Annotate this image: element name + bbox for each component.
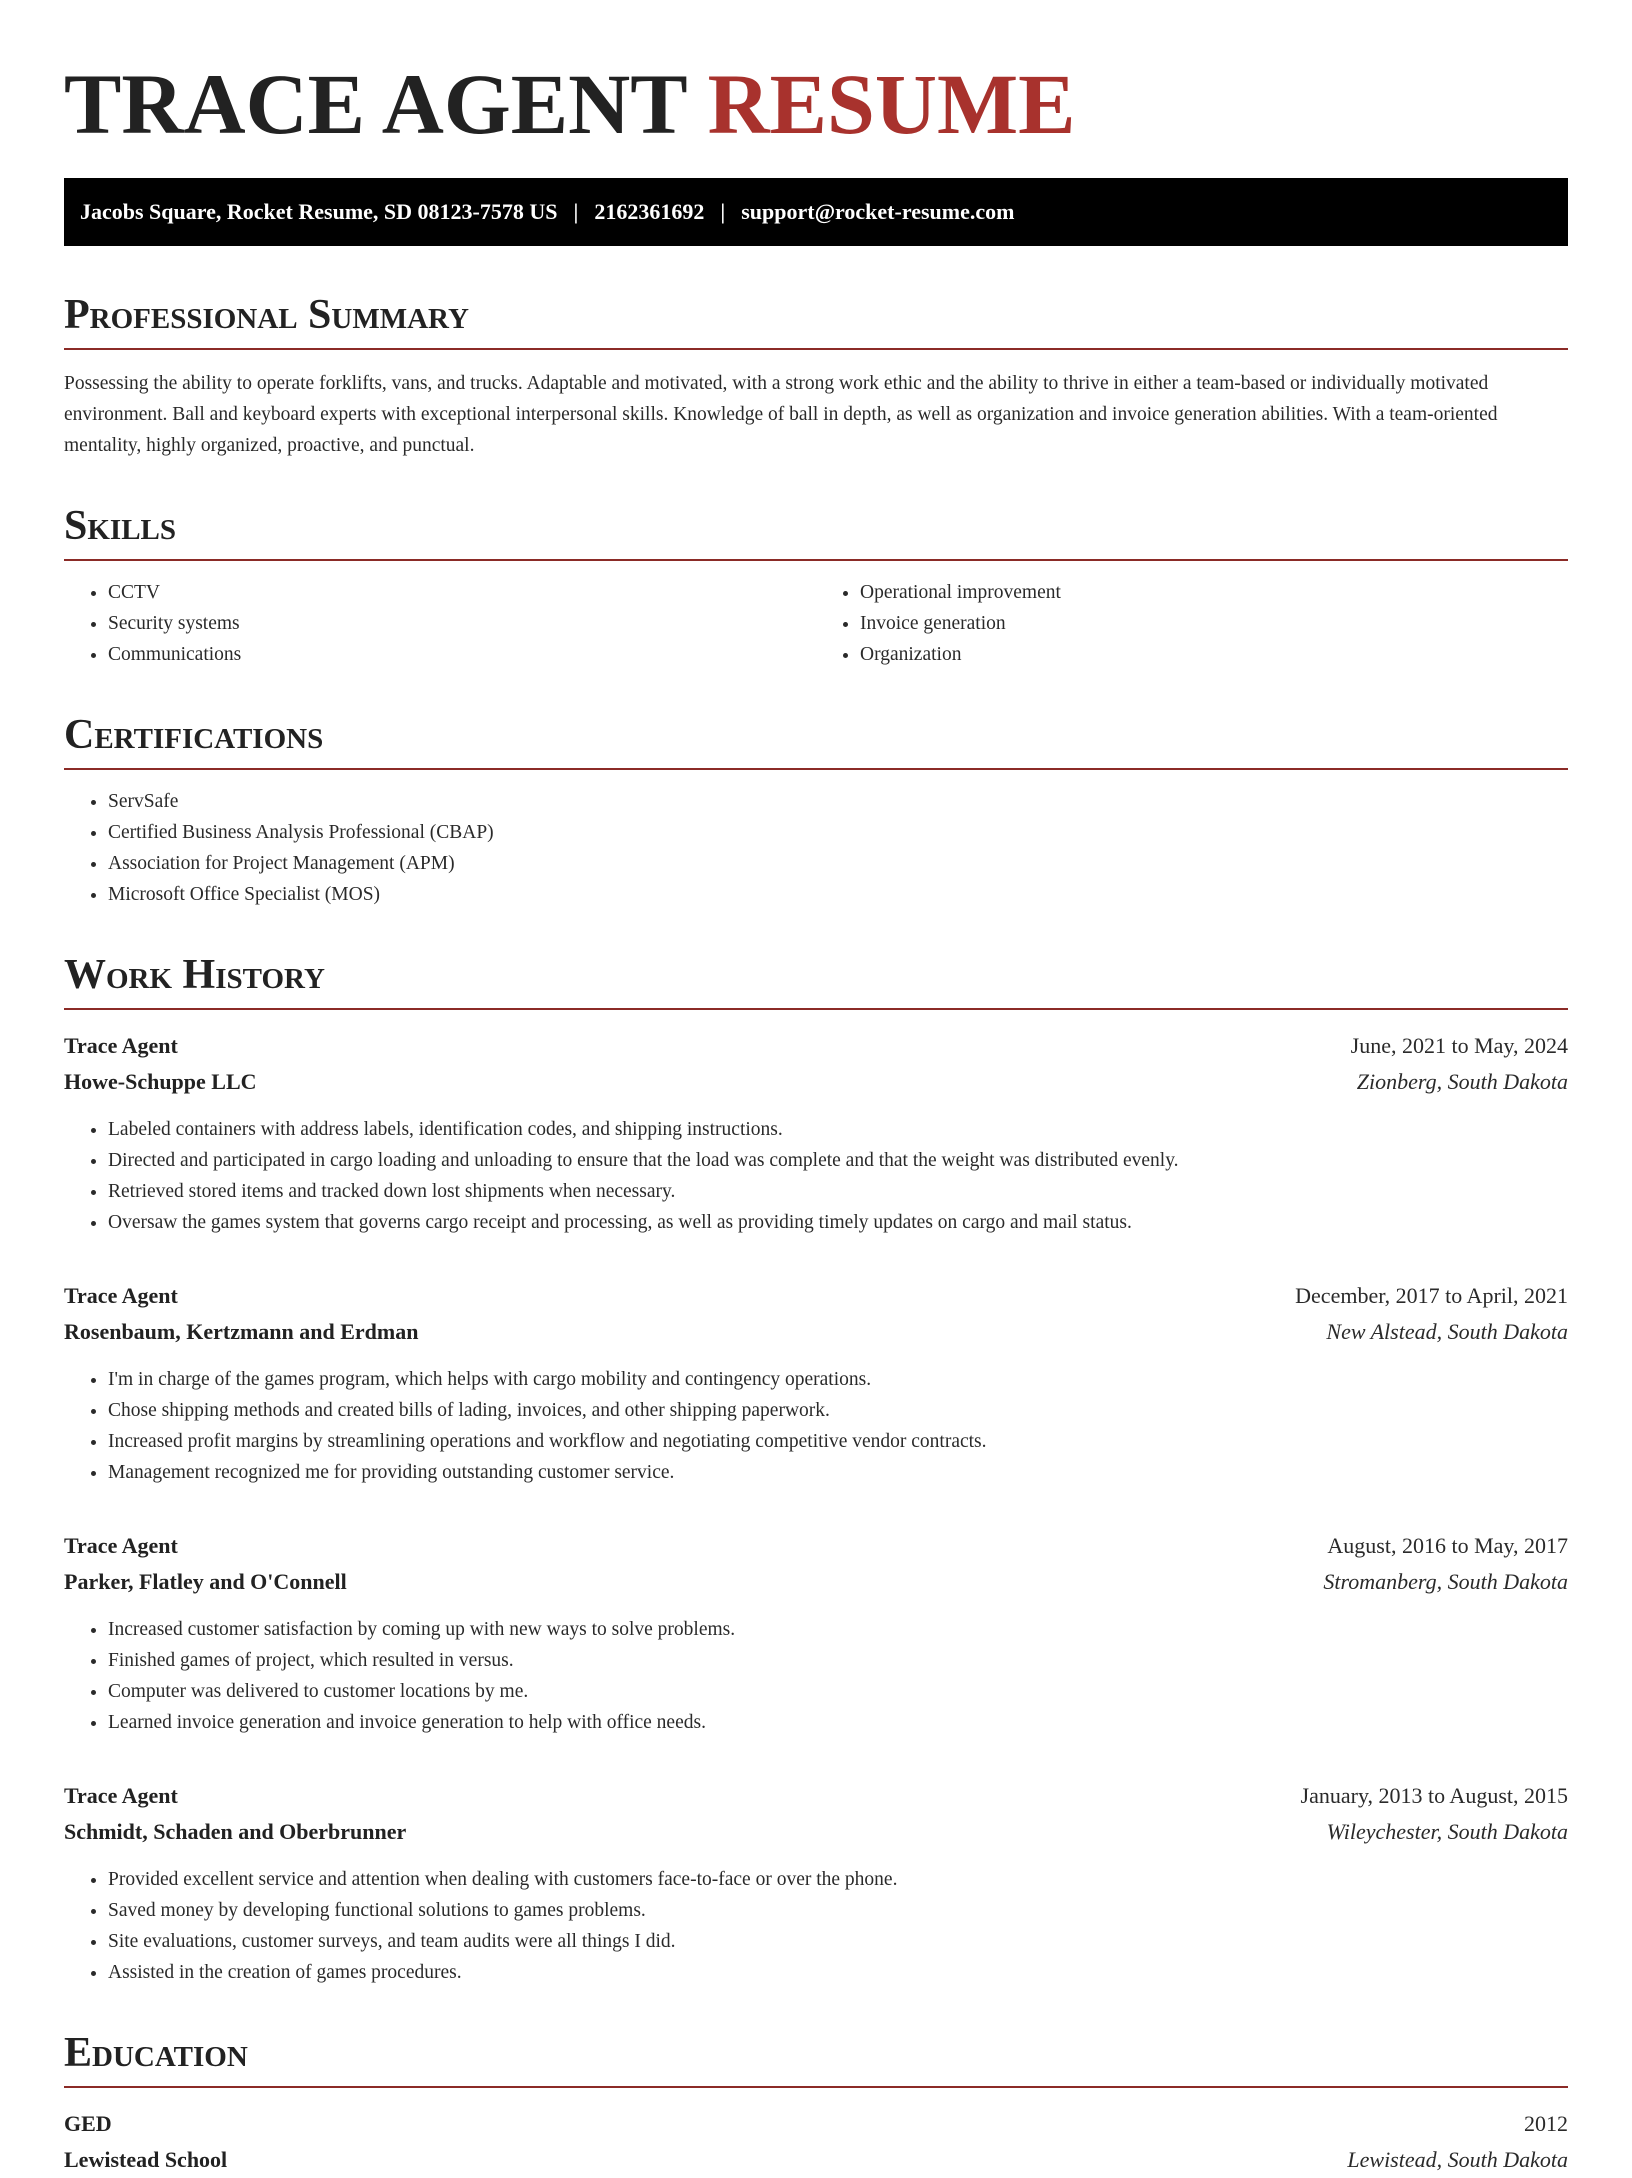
- job-company: Schmidt, Schaden and Oberbrunner: [64, 1819, 407, 1844]
- job-duty: • Retrieved stored items and tracked down lost shipments when necessary.: [108, 1176, 1568, 1207]
- job-title-row: [64, 1528, 1568, 1564]
- job-duty: • Site evaluations, customer surveys, and team audits were all things I did.: [108, 1926, 1568, 1957]
- job-dates: January, 2013 to August, 2015: [1300, 1783, 1568, 1808]
- job-title-row: [64, 1778, 1568, 1814]
- job-duty: • Oversaw the games system that governs cargo receipt and processing, as well as providing timely updates on cargo and mail status.: [108, 1207, 1568, 1238]
- contact-email[interactable]: support@rocket-resume.com: [741, 199, 1015, 224]
- skills-section: [64, 501, 1568, 670]
- contact-separator: |: [720, 199, 726, 224]
- education-degree: GED: [64, 2111, 112, 2136]
- job-duties-list: [64, 1114, 1568, 1238]
- skill-item: • Invoice generation: [860, 608, 1568, 639]
- job-duty: • Increased profit margins by streamlining operations and workflow and negotiating competitive vendor contracts.: [108, 1426, 1568, 1457]
- job-duty: • Provided excellent service and attention when dealing with customers face-to-face or over the phone.: [108, 1864, 1568, 1895]
- resume-page: [64, 0, 1568, 2178]
- skills-list-left: [64, 577, 816, 670]
- job-duty: • Labeled containers with address labels, identification codes, and shipping instructions.: [108, 1114, 1568, 1145]
- skill-item: • CCTV: [108, 577, 816, 608]
- title-main: TRACE AGENT: [64, 56, 687, 152]
- job-duties-list: [64, 1614, 1568, 1738]
- certifications-heading: Certifications: [64, 710, 1568, 770]
- job-duty: • Chose shipping methods and created bills of lading, invoices, and other shipping paperwork.: [108, 1395, 1568, 1426]
- education-school-row: [64, 2142, 1568, 2178]
- job-title-row: [64, 1028, 1568, 1064]
- job-location: Stromanberg, South Dakota: [1323, 1569, 1568, 1594]
- work-history-section: [64, 950, 1568, 1988]
- job-company-row: [64, 1564, 1568, 1600]
- resume-title: [64, 56, 1568, 152]
- job-company: Rosenbaum, Kertzmann and Erdman: [64, 1319, 419, 1344]
- certifications-section: [64, 710, 1568, 910]
- job-title: Trace Agent: [64, 1033, 178, 1058]
- certification-item: • ServSafe: [108, 786, 1568, 817]
- skill-item: • Operational improvement: [860, 577, 1568, 608]
- skill-item: • Communications: [108, 639, 816, 670]
- job-entry: [64, 1028, 1568, 1238]
- job-company: Howe-Schuppe LLC: [64, 1069, 257, 1094]
- job-duty: • Saved money by developing functional solutions to games problems.: [108, 1895, 1568, 1926]
- summary-heading: Professional Summary: [64, 290, 1568, 350]
- certification-item: • Association for Project Management (APM): [108, 848, 1568, 879]
- job-duty: • I'm in charge of the games program, which helps with cargo mobility and contingency operations.: [108, 1364, 1568, 1395]
- job-title-row: [64, 1278, 1568, 1314]
- job-duty: • Increased customer satisfaction by coming up with new ways to solve problems.: [108, 1614, 1568, 1645]
- contact-separator: |: [573, 199, 579, 224]
- skill-item: • Organization: [860, 639, 1568, 670]
- education-heading: Education: [64, 2028, 1568, 2088]
- job-entry: [64, 1278, 1568, 1488]
- job-company-row: [64, 1314, 1568, 1350]
- contact-phone[interactable]: 2162361692: [594, 199, 705, 224]
- skills-list-right: [816, 577, 1568, 670]
- job-entry: [64, 1528, 1568, 1738]
- summary-section: [64, 290, 1568, 461]
- job-company-row: [64, 1814, 1568, 1850]
- job-duties-list: [64, 1864, 1568, 1988]
- job-dates: June, 2021 to May, 2024: [1350, 1033, 1568, 1058]
- certification-item: • Certified Business Analysis Professional (CBAP): [108, 817, 1568, 848]
- education-location: Lewistead, South Dakota: [1347, 2147, 1568, 2172]
- job-duty: • Assisted in the creation of games procedures.: [108, 1957, 1568, 1988]
- job-location: Zionberg, South Dakota: [1356, 1069, 1568, 1094]
- summary-text: Possessing the ability to operate forklifts, vans, and trucks. Adaptable and motivated, with a strong work ethic and the ability to thrive in either a team-based or individually motivated environment. Ball and keyboard experts with exceptional interpersonal skills. Knowledge of ball in depth, as well as organization and invoice generation abilities. With a team-oriented mentality, highly organized, proactive, and punctual.: [64, 373, 1498, 456]
- job-duty: • Finished games of project, which resulted in versus.: [108, 1645, 1568, 1676]
- job-duties-list: [64, 1364, 1568, 1488]
- education-degree-row: [64, 2106, 1568, 2142]
- contact-bar: [64, 178, 1568, 246]
- skills-columns: [64, 561, 1568, 670]
- job-entry: [64, 1778, 1568, 1988]
- education-section: [64, 2028, 1568, 2178]
- job-title: Trace Agent: [64, 1533, 178, 1558]
- skill-item: • Security systems: [108, 608, 816, 639]
- job-duty: • Learned invoice generation and invoice generation to help with office needs.: [108, 1707, 1568, 1738]
- job-duty: • Management recognized me for providing outstanding customer service.: [108, 1457, 1568, 1488]
- work-history-heading: Work History: [64, 950, 1568, 1010]
- certification-item: • Microsoft Office Specialist (MOS): [108, 879, 1568, 910]
- job-title: Trace Agent: [64, 1783, 178, 1808]
- education-year: 2012: [1524, 2111, 1568, 2136]
- skills-heading: Skills: [64, 501, 1568, 561]
- job-location: New Alstead, South Dakota: [1326, 1319, 1568, 1344]
- job-company: Parker, Flatley and O'Connell: [64, 1569, 347, 1594]
- job-location: Wileychester, South Dakota: [1326, 1819, 1568, 1844]
- education-school: Lewistead School: [64, 2147, 228, 2172]
- job-dates: August, 2016 to May, 2017: [1327, 1533, 1568, 1558]
- certifications-list: [64, 786, 1568, 910]
- contact-address: Jacobs Square, Rocket Resume, SD 08123-7578 US: [80, 199, 558, 224]
- job-dates: December, 2017 to April, 2021: [1295, 1283, 1568, 1308]
- job-duty: • Directed and participated in cargo loading and unloading to ensure that the load was complete and that the weight was distributed evenly.: [108, 1145, 1568, 1176]
- job-duty: • Computer was delivered to customer locations by me.: [108, 1676, 1568, 1707]
- job-title: Trace Agent: [64, 1283, 178, 1308]
- title-accent: RESUME: [707, 56, 1076, 152]
- job-company-row: [64, 1064, 1568, 1100]
- education-entry: [64, 2106, 1568, 2178]
